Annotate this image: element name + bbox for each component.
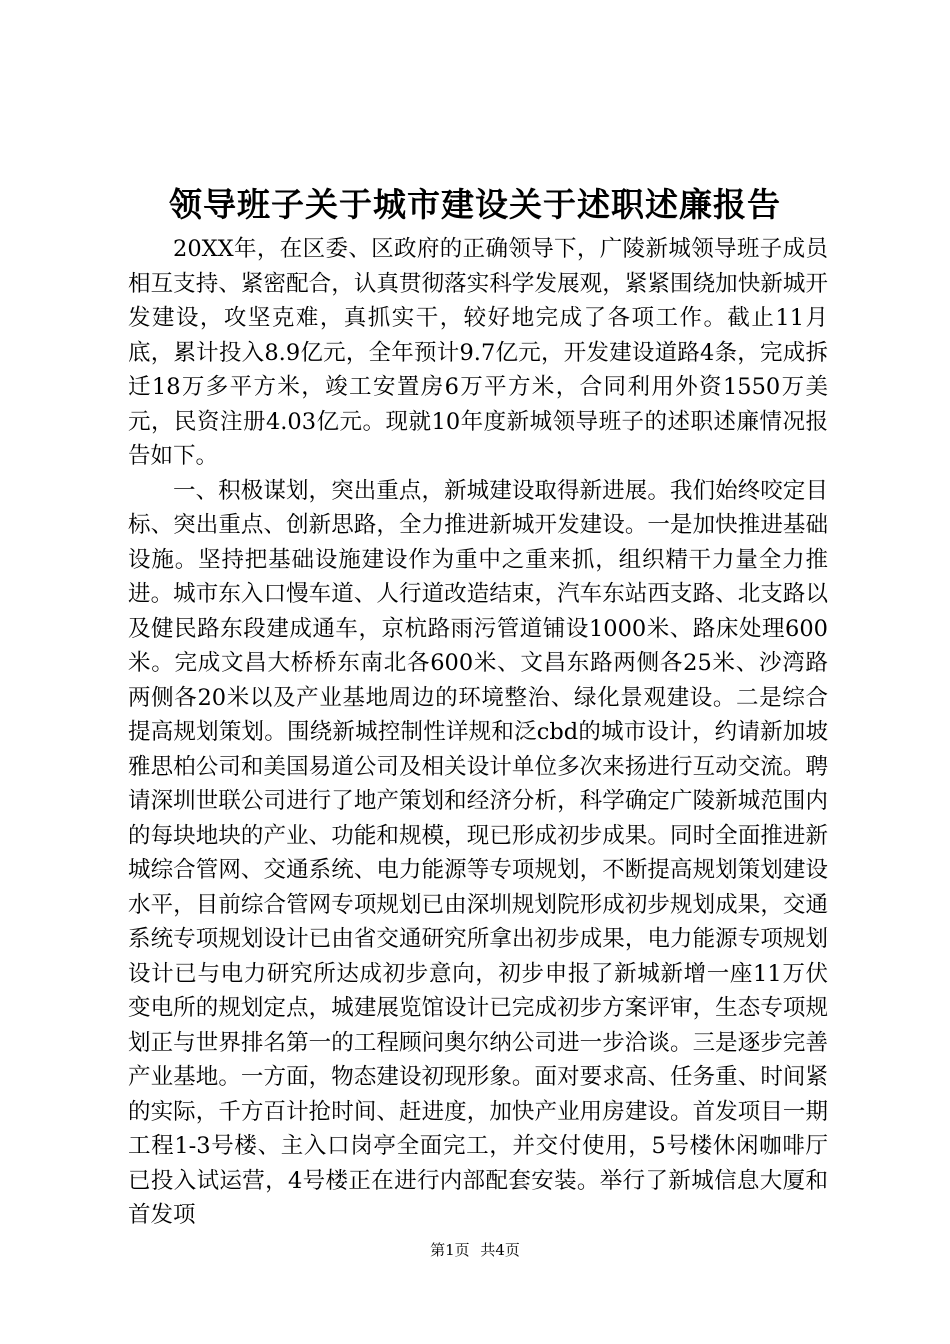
document-title: 领导班子关于城市建设关于述职述廉报告 [169,185,781,224]
page-footer: 第1页 共4页 [430,1241,520,1259]
paragraph-section-one: 一、积极谋划，突出重点，新城建设取得新进展。我们始终咬定目标、突出重点、创新思路，全力推进新城开发建设。一是加快推进基础设施。坚持把基础设施建设作为重中之重来抓，组织精干力量全力推进。城市东入口慢车道、人行道改造结束，汽车东站西支路、北支路以及健民路东段建成通车，京杭路雨污管道铺设1000米、路床处理600米。完成文昌大桥桥东南北各600米、文昌东路两侧各25米、沙湾路两侧各20米以及产业基地周边的环境整治、绿化景观建设。二是综合提高规划策划。围绕新城控制性详规和泛cbd的城市设计，约请新加坡雅思柏公司和美国易道公司及相关设计单位多次来扬进行互动交流。聘请深圳世联公司进行了地产策划和经济分析，科学确定广陵新城范围内的每块地块的产业、功能和规模，现已形成初步成果。同时全面推进新城综合管网、交通系统、电力能源等专项规划，不断提高规划策划建设水平，目前综合管网专项规划已由深圳规划院形成初步规划成果，交通系统专项规划设计已由省交通研究所拿出初步成果，电力能源专项规划设计已与电力研究所达成初步意向，初步申报了新城新增一座11万伏变电所的规划定点，城建展览馆设计已完成初步方案评审，生态专项规划正与世界排名第一的工程顾问奥尔纳公司进一步洽谈。三是逐步完善产业基地。一方面，物态建设初现形象。面对要求高、任务重、时间紧的实际，千方百计抢时间、赶进度，加快产业用房建设。首发项目一期工程1-3号楼、主入口岗亭全面完工，并交付使用，5号楼休闲咖啡厅已投入试运营，4号楼正在进行内部配套安装。举行了新城信息大厦和首发项 [128,477,828,1228]
document-body [128,232,828,1233]
paragraph-intro: 20XX年，在区委、区政府的正确领导下，广陵新城领导班子成员相互支持、紧密配合，认真贯彻落实科学发展观，紧紧围绕加快新城开发建设，攻坚克难，真抓实干，较好地完成了各项工作。截止11月底，累计投入8.9亿元，全年预计9.7亿元，开发建设道路4条，完成拆迁18万多平方米，竣工安置房6万平方米，合同利用外资1550万美元，民资注册4.03亿元。现就10年度新城领导班子的述职述廉情况报告如下。 [128,236,828,469]
